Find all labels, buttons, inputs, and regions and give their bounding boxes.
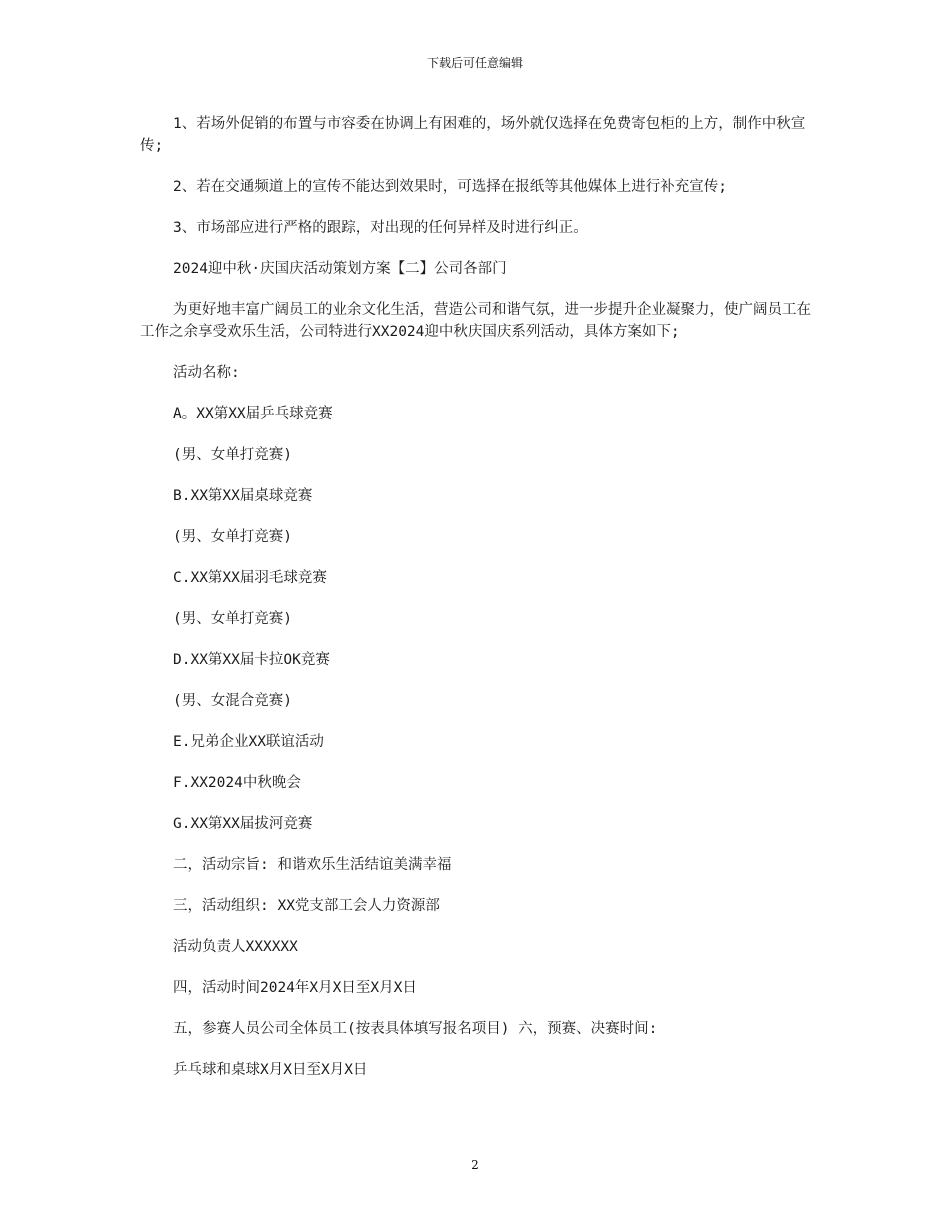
list-item: F.XX2024中秋晚会	[173, 775, 301, 791]
paragraph: 三，活动组织: XX党支部工会人力资源部	[173, 898, 440, 914]
document-body	[140, 113, 812, 1100]
paragraph: 活动负责人XXXXXX	[173, 939, 298, 955]
paragraph: 2、若在交通频道上的宣传不能达到效果时，可选择在报纸等其他媒体上进行补充宣传;	[173, 179, 727, 195]
list-item: G.XX第XX届拔河竞赛	[173, 816, 313, 832]
paragraph: 为更好地丰富广阔员工的业余文化生活，营造公司和谐气氛，进一步提升企业凝聚力，使广阔员工在工作之余享受欢乐生活，公司特进行XX2024迎中秋庆国庆系列活动，具体方案如下;	[140, 302, 811, 340]
paragraph: 四，活动时间2024年X月X日至X月X日	[173, 980, 417, 996]
paragraph: 活动名称:	[173, 365, 240, 381]
list-item-note: (男、女单打竞赛)	[173, 529, 292, 545]
list-item: A。XX第XX届乒乓球竞赛	[173, 406, 333, 422]
page-header: 下载后可任意编辑	[426, 56, 523, 70]
paragraph: 1、若场外促销的布置与市容委在协调上有困难的，场外就仅选择在免费寄包柜的上方，制作中秋宣传;	[140, 116, 806, 154]
paragraph: 乒乓球和桌球X月X日至X月X日	[173, 1062, 368, 1078]
section-title: 2024迎中秋·庆国庆活动策划方案【二】公司各部门	[173, 261, 507, 277]
paragraph: 五，参赛人员公司全体员工(按表具体填写报名项目) 六，预赛、决赛时间:	[173, 1021, 658, 1037]
paragraph: 3、市场部应进行严格的跟踪，对出现的任何异样及时进行纠正。	[173, 220, 588, 236]
list-item: B.XX第XX届桌球竞赛	[173, 488, 313, 504]
list-item: C.XX第XX届羽毛球竞赛	[173, 570, 327, 586]
list-item-note: (男、女单打竞赛)	[173, 611, 292, 627]
list-item: E.兄弟企业XX联谊活动	[173, 734, 324, 750]
list-item-note: (男、女单打竞赛)	[173, 447, 292, 463]
list-item: D.XX第XX届卡拉OK竞赛	[173, 652, 330, 668]
paragraph: 二，活动宗旨: 和谐欢乐生活结谊美满幸福	[173, 857, 452, 873]
list-item-note: (男、女混合竞赛)	[173, 693, 292, 709]
page-number: 2	[471, 1158, 479, 1172]
